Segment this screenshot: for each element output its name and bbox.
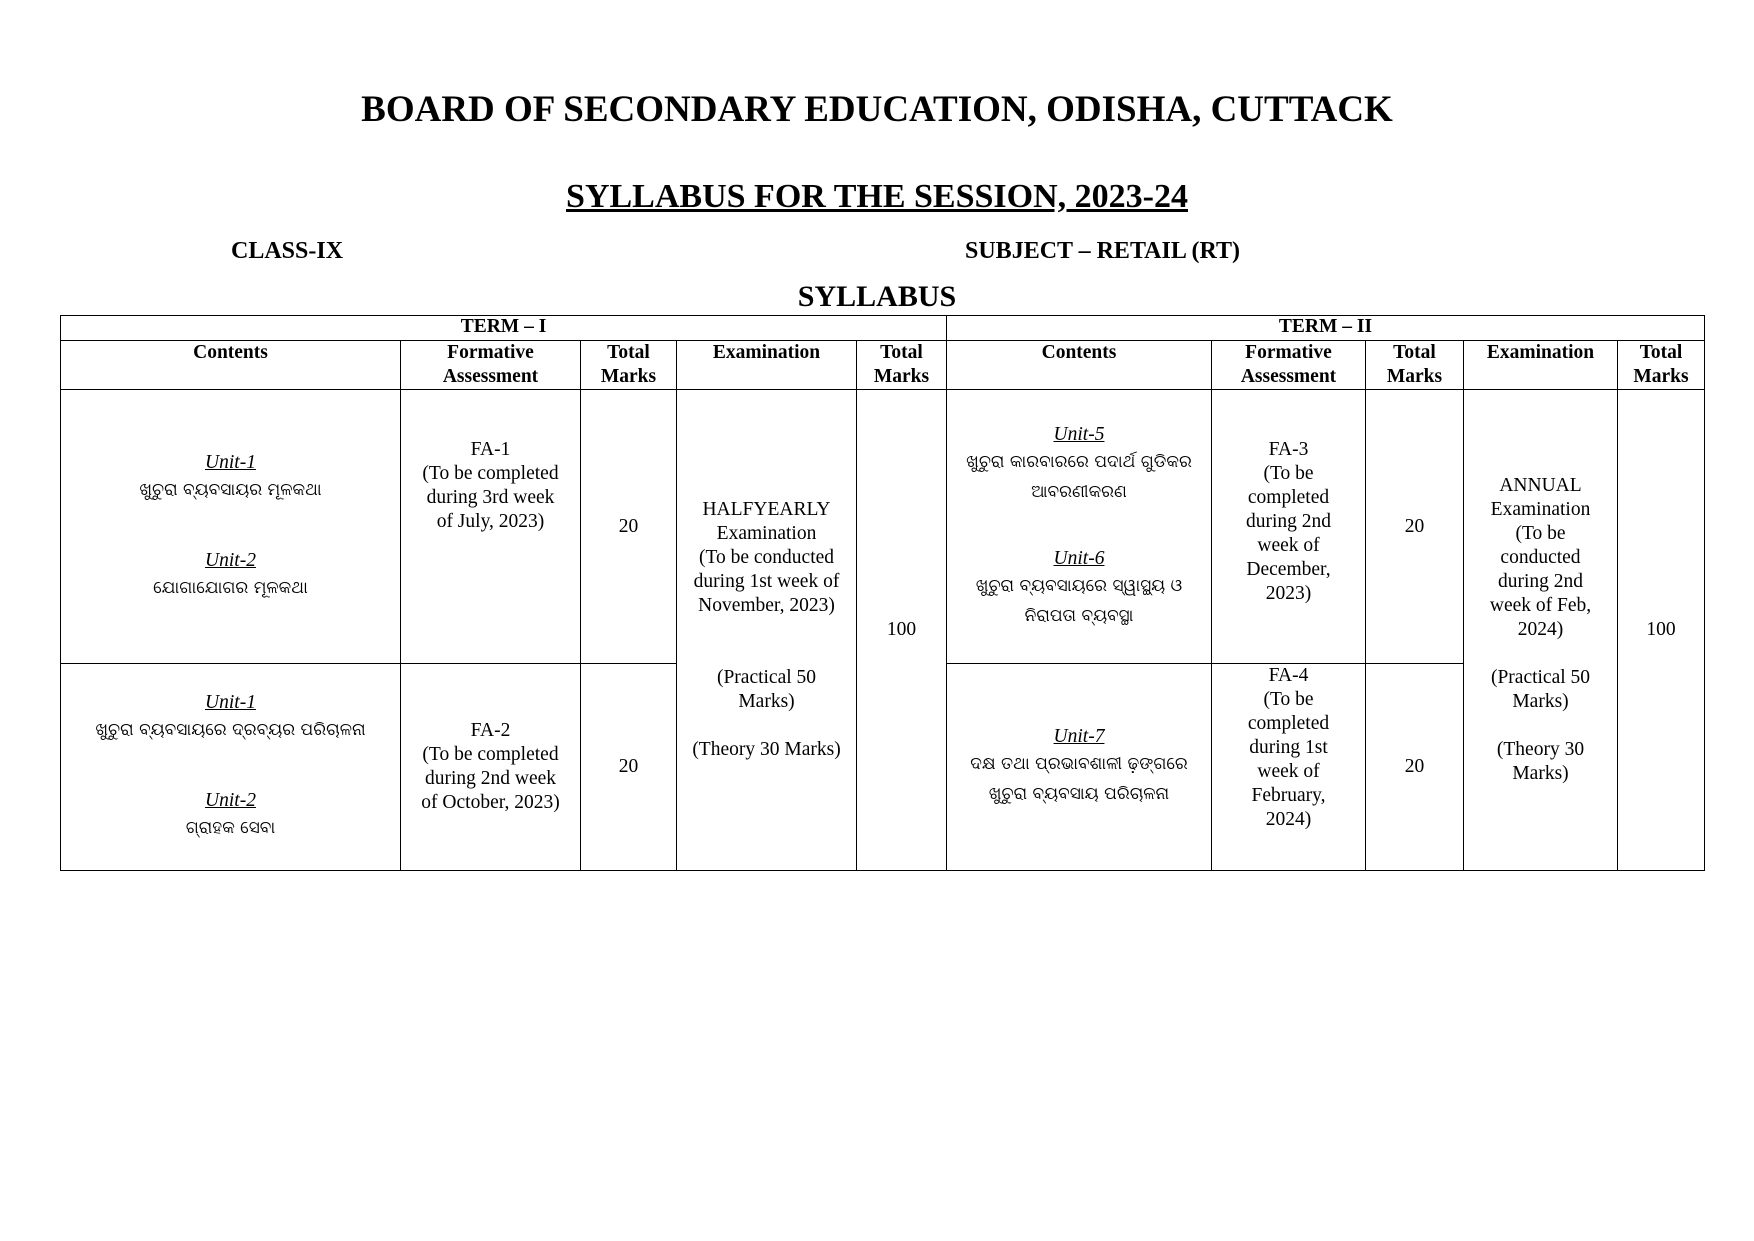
fa-line: (To be completed — [422, 463, 559, 484]
exam-line: week of Feb, — [1489, 595, 1592, 616]
fa-line: 2023) — [1265, 583, 1312, 604]
col-total-t2-b — [1618, 341, 1705, 390]
unit-name: Unit-2 — [205, 549, 256, 571]
col-fa-t1 — [401, 341, 581, 390]
col-fa-t1-l2: Assessment — [442, 366, 539, 387]
term2-fa4 — [1212, 664, 1366, 871]
fa-line: December, — [1246, 559, 1331, 580]
fa-line: FA-3 — [1268, 439, 1309, 460]
fa-line: (To be — [1263, 463, 1314, 484]
col-total-t1-a-l2: Marks — [600, 366, 657, 387]
session-title — [0, 178, 1754, 216]
unit-title: ଖୁଚୁରା ବ୍ୟବସାୟ ପରିଚାଳନା — [988, 784, 1170, 804]
col-total-t1-b — [857, 341, 947, 390]
exam-theory: (Theory 30 Marks) — [692, 739, 841, 760]
fa-line: FA-4 — [1268, 665, 1309, 686]
col-total-t1-b-l2: Marks — [873, 366, 930, 387]
term-header-row — [61, 316, 1705, 341]
unit-title: ଖୁଚୁରା ବ୍ୟବସାୟରେ ସ୍ୱାସ୍ଥ୍ୟ ଓ — [975, 575, 1183, 596]
term2-row2-contents — [947, 664, 1212, 871]
term2-fa4-marks: 20 — [1366, 664, 1464, 871]
unit-title: ଖୁଚୁରା କାରବାରରେ ପଦାର୍ଥ ଗୁଡିକର — [966, 451, 1192, 472]
exam-line: Examination — [1490, 499, 1591, 520]
term2-exam-total: 100 — [1618, 390, 1705, 871]
exam-line: during 1st week of — [693, 571, 840, 592]
col-total-t2-a — [1366, 341, 1464, 390]
subject-label: SUBJECT – RETAIL (RT) — [965, 238, 1241, 264]
exam-line: Examination — [716, 523, 817, 544]
col-total-t1-a — [581, 341, 677, 390]
fa-line: during 3rd week — [426, 487, 555, 508]
fa-line: completed — [1247, 713, 1330, 734]
board-title: BOARD OF SECONDARY EDUCATION, ODISHA, CUTTACK — [361, 89, 1393, 130]
unit-name: Unit-1 — [205, 451, 256, 473]
exam-practical: (Practical 50 — [716, 667, 817, 688]
fa-line: FA-1 — [470, 439, 511, 460]
unit-name: Unit-2 — [205, 790, 256, 811]
term1-fa2 — [401, 664, 581, 871]
unit-name: Unit-5 — [1053, 423, 1105, 445]
col-total-t1-a-l1: Total — [607, 342, 650, 363]
fa-line: during 2nd — [1245, 511, 1332, 532]
fa-line: 2024) — [1265, 809, 1312, 830]
exam-line: November, 2023) — [698, 595, 835, 616]
col-fa-t2-l2: Assessment — [1240, 366, 1337, 387]
col-total-t2-a-l2: Marks — [1386, 366, 1443, 387]
col-exam-t2: Examination — [1464, 341, 1618, 390]
exam-line: during 2nd — [1497, 571, 1584, 592]
exam-line: (To be conducted — [698, 547, 835, 568]
exam-practical: (Practical 50 — [1490, 667, 1591, 688]
unit-title: ନିରାପତା ବ୍ୟବସ୍ଥା — [1024, 605, 1134, 626]
col-total-t2-b-l1: Total — [1639, 342, 1683, 363]
term1-row2-contents — [61, 664, 401, 871]
table-row — [61, 390, 1705, 664]
unit-name: Unit-1 — [205, 692, 256, 713]
term1-header: TERM – I — [61, 316, 947, 341]
col-total-t2-b-l2: Marks — [1633, 366, 1689, 387]
exam-theory: (Theory 30 — [1496, 739, 1585, 760]
term1-row1-contents — [61, 390, 401, 664]
term1-exam-total: 100 — [857, 390, 947, 871]
fa-line: FA-2 — [470, 720, 511, 741]
fa-line: (To be — [1263, 689, 1314, 710]
exam-line: conducted — [1500, 547, 1581, 568]
unit-name: Unit-6 — [1053, 547, 1105, 569]
col-total-t1-b-l1: Total — [880, 342, 923, 363]
syllabus-table — [60, 315, 1705, 871]
term1-fa1-marks: 20 — [581, 390, 677, 664]
unit-title: ଯୋଗାଯୋଗର ମୂଳକଥା — [153, 577, 308, 598]
fa-line: of October, 2023) — [421, 792, 560, 813]
unit-title: ଆବରଣୀକରଣ — [1031, 481, 1127, 502]
fa-line: February, — [1251, 785, 1326, 806]
unit-title: ଦକ୍ଷ ତଥା ପ୍ରଭାବଶାଳୀ ଢ଼ଙ୍ଗରେ — [970, 754, 1188, 774]
term2-fa3-marks: 20 — [1366, 390, 1464, 664]
term2-fa3 — [1212, 390, 1366, 664]
exam-line: 2024) — [1517, 619, 1564, 640]
unit-title: ଖୁଚୁରା ବ୍ୟବସାୟର ମୂଳକଥା — [139, 479, 322, 500]
unit-title: ଗ୍ରାହକ ସେବା — [185, 818, 276, 838]
unit-name: Unit-7 — [1053, 726, 1105, 747]
term1-exam — [677, 390, 857, 871]
fa-line: during 2nd week — [424, 768, 557, 789]
fa-line: during 1st — [1249, 737, 1328, 758]
syllabus-heading: SYLLABUS — [797, 280, 957, 313]
col-contents-t2: Contents — [947, 341, 1212, 390]
fa-line: of July, 2023) — [436, 511, 545, 532]
exam-practical: Marks) — [738, 691, 795, 712]
exam-line: ANNUAL — [1499, 475, 1582, 496]
fa-line: (To be completed — [422, 744, 559, 765]
term2-exam — [1464, 390, 1618, 871]
exam-theory: Marks) — [1512, 763, 1569, 784]
fa-line: week of — [1257, 761, 1320, 782]
exam-line: (To be — [1515, 523, 1566, 544]
unit-title: ଖୁଚୁରା ବ୍ୟବସାୟରେ ଦ୍ରବ୍ୟର ପରିଚାଳନା — [95, 720, 366, 740]
fa-line: week of — [1257, 535, 1320, 556]
term2-header: TERM – II — [947, 316, 1705, 341]
col-total-t2-a-l1: Total — [1393, 342, 1436, 363]
term2-row1-contents — [947, 390, 1212, 664]
col-fa-t1-l1: Formative — [447, 342, 534, 363]
col-exam-t1: Examination — [677, 341, 857, 390]
fa-line: completed — [1247, 487, 1330, 508]
term1-fa1 — [401, 390, 581, 664]
exam-line: HALFYEARLY — [702, 499, 831, 520]
class-label: CLASS-IX — [231, 238, 344, 264]
exam-practical: Marks) — [1512, 691, 1569, 712]
term1-fa2-marks: 20 — [581, 664, 677, 871]
col-contents-t1: Contents — [61, 341, 401, 390]
col-fa-t2-l1: Formative — [1245, 342, 1332, 363]
col-fa-t2 — [1212, 341, 1366, 390]
session-title-text: SYLLABUS FOR THE SESSION, 2023-24 — [566, 178, 1188, 215]
column-header-row — [61, 341, 1705, 390]
